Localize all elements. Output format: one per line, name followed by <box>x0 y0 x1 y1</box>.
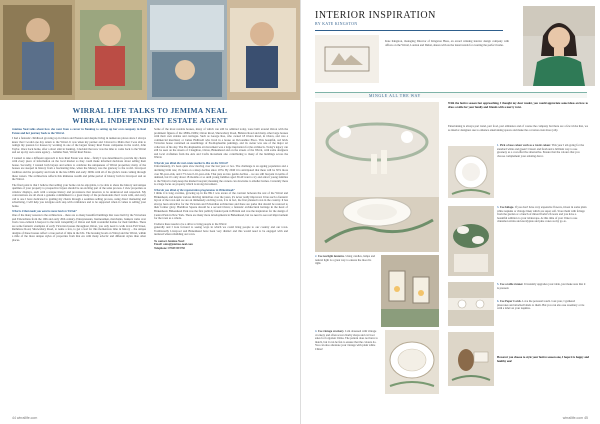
tip-4 <box>315 330 381 351</box>
right-page <box>300 0 600 424</box>
tip-number: 3. <box>497 205 500 209</box>
headline-primary: WIRRAL LIFE TALKS TO JEMIMA NEAL <box>72 106 228 115</box>
section-label: MINGLE ALL THE WAY <box>369 93 421 98</box>
tip-title: Use Paper Cards. <box>499 299 522 303</box>
lede: Jemima Neal talks about how she went from a career in Banking to setting up her own company in Real Estate and her journey back to the Wirral. <box>12 127 146 135</box>
tip-text: I am obsessed with vintage crockery and often scour charity shops and car boot sales for forgotten China. The pattern does not have to match, but it can be fun to ensure that the colours do. You can also alternate your vintage with plain white China! <box>315 329 378 351</box>
feature-title: INTERIOR INSPIRATION <box>315 10 436 21</box>
left-column-2 <box>154 128 288 251</box>
tip-title: Use vintage crockery. <box>317 329 345 333</box>
interview-answer: I think it is long overdue, growing up in the 80s I was aware of the contrast between the rest of the Wirral and Birkenhead, and despite various thriving initiatives over the years, it's never really improved. It has such a fantastic layout of the town and we are an immensely exciting town, it is in fact, the first planned town in the country. It has always been attractive for the Victorian and Edwardian architecture and there are parks that should be restored to their former glory. Hamilton Square should be a second Oxton; a fantastic architectural heritage in the heart of Birkenhead. Birkenhead Park was the first publicly funded park in Britain and was the inspiration for the design of Central Park in New York. There are many more developments in Birkenhead, but we need to see real improvement for the town as a whole. <box>154 191 288 221</box>
tip-1 <box>497 144 587 158</box>
interview-answer: Unfortunately, it's been quite slow moving over the last year or two. The challenge is an ageing population and a declining birth rate; it's been on a sharp decline since 1974. By 2040 it is anticipated that there will be 30% more over 80-year-olds, and 17% less 0-16-year-olds. That puts us into gentle decline – we are still buoyant in terms of demand, but it's only about 18 months or so until young families aged 30-40 want to try and attract young families to the Wirral to help keep the market buoyant; meaning the owners can downsize to smaller homes. Currently there is a huge focus on property which is strong movement. <box>154 164 288 187</box>
left-column-1 <box>12 128 146 242</box>
interview-question: What do you think of the regeneration programmes in Birkenhead? <box>154 187 235 192</box>
body-paragraph: Some of the most notable houses, many of which can still be admired today, were built around Oxton with the prominent figures of the 1800s-1900s; Oxton Road, Shrewsbury Road, Bidston Road and many other large houses with their own stables and carriages. Such as George Rae, who owned 18 Oxton Road, in Oxton, and was a commercial merchant; or James Halliwell who lived in a house on Devonshire Place. This beautiful, red brick Victorian house contained an assemblage of Pre-Raphaelite paintings, and its owner was one of the major art collectors of his day. The Pre-Raphaelite art movement was a large inspiration for the architects. Today's legacy can still be seen on the streets of Claughton, Oxton, Birkenhead and on the streets of the Wirral, with some designers and local craftsmen from the Arts and Crafts movement also contributing to many of the buildings across the Wirral. <box>154 127 288 160</box>
tip-number: 6. <box>497 299 500 303</box>
author-logo-block <box>315 35 379 83</box>
body-paragraph: I wanted to take a different approach to how Real Estate was done – firstly I was determined to provide my clients with every piece of information on the local market so they could make informed decisions about selling their house. Secondly, I wanted both buyers and sellers to celebrate the uniqueness of Wirral properties; many of the houses are steeped in history from a fascinating time, when the Mersey was the gateway to the world. Liverpool tradition and the prosperity and trade in the late 1800s and early 1900s with all of the globe's trade coming through these waters. The architecture reflects this immense wealth and prime period of history both in Liverpool and on the Wirral. <box>12 155 146 182</box>
tip-text: Love the personal touch. Last year, I gathered pinecones and attached labels to them. But you can also use rosemary or tie with a label on your napkins. <box>497 299 585 310</box>
byline: BY KATE KINGSTON <box>315 22 358 26</box>
page-folio-left: 44 wirrallife.com <box>12 416 38 420</box>
tip-number: 1. <box>497 143 500 147</box>
feature-header <box>315 10 505 31</box>
table-setting-photo-small <box>448 146 494 198</box>
tip-title: Use foliage. <box>499 205 515 209</box>
feature-lead: With the festive season fast approaching, I thought my dear reader, you would appreciate some ideas on how to dress a table for your family and friends with a merry twist. <box>448 101 588 109</box>
lanterns-photo <box>381 255 439 327</box>
body-paragraph: I believe there needs to be a drive to bring people to the Wirral <box>154 221 227 226</box>
tip-number: 5. <box>497 282 500 286</box>
tip-3 <box>497 206 587 224</box>
table-runner-photo <box>448 282 494 326</box>
tip-text: It instantly upgrades your table, just make sure that it is pressed. <box>497 282 586 290</box>
contact-phone: Telephone: 07849 853750 <box>154 245 185 250</box>
body-paragraph: I had a fantastic childhood growing up in Oxton and Prenton and despite living in numerous places since I always knew that I would one day return to the Wirral. It was when my partner and I moved to Malta that I was able to realign my passion for houses by working in one of the largest luxury Real Estate companies in the world, John Taylor. Once back home, after a short stint in banking, I decided that now was the time to come back to the Wirral and set up my own estate agency – Jemima Neal, Wirral Real Estate. <box>12 136 146 155</box>
author-portrait <box>523 6 595 86</box>
pinecone-card-photo <box>448 332 494 386</box>
interview-question: What do you think the real estate market is like on the Wirral? <box>154 160 229 165</box>
foliage-photo <box>448 206 494 276</box>
contact-email: Email: sales@jemima-neal.com <box>154 242 193 247</box>
tip-text: If you don't have very expensive flowers, invest in some plain white napkins or vintage linen which are super soft. Store them with foliage from the garden or a bunch of mixed florist's flowers and you have a beautiful addition to your tablescape. At this time of year I like to use cinnamon sticks and eucalyptus and pine cones as my go-to. <box>497 205 587 223</box>
interview-answer: One of the many reasons is the architecture – there are so many beautiful buildings that were built by the Victorians and Edwardians from the 19th and early 20th century. Entrepreneurs, businessmen, merchants, bankers came over from cross-cultural Liverpool to the rural tranquillity of Oxton and built wonderful homes for their families. There are some fantastic examples of early Victorian houses throughout Oxton, you only need to walk down Fell Street, Rathmore Road, Shrewsbury Road, to name a few, to get a feel for this momentous time in history – the unique designs of these houses reflect a true period of time in the UK. The housing boom on Wirral and the Wirral, within a mile of the more unique styles of properties from that era with many eclectic and different styles than other places. <box>12 213 146 242</box>
body-paragraph: The final point is that I believe that selling your home can be enjoyable, to be able to share the history and unique qualities of your property to prospective buyers should be an exciting part of the sales process. I view properties as window displays, each with a unique history and provenance that deserves to be understood and respected. My conversations are all about a genuine commitment to a great many of the professionals that I work with, and every call is one I have dedicated to guiding my clients through a seamless selling process, using direct marketing and advertising, I will help you navigate each step with confidence and to be supported when it comes to selling your home. <box>12 182 146 208</box>
tip-number: 4. <box>315 329 318 333</box>
tip-title: Pick a base colour such as a rustic colour. <box>499 143 551 147</box>
tip-5 <box>497 283 587 290</box>
contact-heading: To contact Jemima Neal: <box>154 238 185 243</box>
headline-secondary: WIRRAL INDEPENDENT ESTATE AGENT <box>72 116 228 125</box>
interview-question: What is it that made you want to move back to Wirral? <box>12 209 77 214</box>
title-rule <box>315 30 503 31</box>
tip-title: Use tea light lanterns. <box>317 254 345 258</box>
feature-body: Entertaining is always part trend, part food, part ambience and of course the company but there are a few tricks that, we as interior designers use to enhance entertaining spaces and make the occasion even more jolly. <box>448 124 588 132</box>
feature-intro: Kate Kingston, managing Director of Kingston Haus, an award winning interior design company with offices on the Wirral, London and Dubai, shares with us the latest trends for creating the perfect home. <box>385 39 509 47</box>
page-folio-right: wirrallife.com 45 <box>562 416 588 420</box>
tip-text: Using candles, lamps and natural light is a great way to ensure the mood is right. <box>315 254 376 265</box>
closing-line: However you choose to style your festive season one, I hope it is happy and healthy one! <box>497 355 589 363</box>
tip-number: 2. <box>315 254 318 258</box>
section-band <box>315 92 587 98</box>
table-setting-photo-main <box>315 102 439 252</box>
tip-text: This year I am going for the standard white and green! Classic and fresh and a brilliant way to use greenery as a cost effective alternative. Ensure that the colours that you choose complement your existing décor. <box>497 143 585 158</box>
family-photo-collage <box>0 0 300 100</box>
tip-2 <box>315 255 377 266</box>
vintage-crockery-photo <box>385 330 439 394</box>
body-paragraph: generally and I look forward to seeing ways in which we could bring people to our country and our town. Traditionally Liverpool and Birkenhead have been very distinct and this would need to be engaged with and nurtured when rebuilding our town. <box>154 225 288 237</box>
tip-title: Use a table runner. <box>499 282 524 286</box>
tip-6 <box>497 300 587 311</box>
